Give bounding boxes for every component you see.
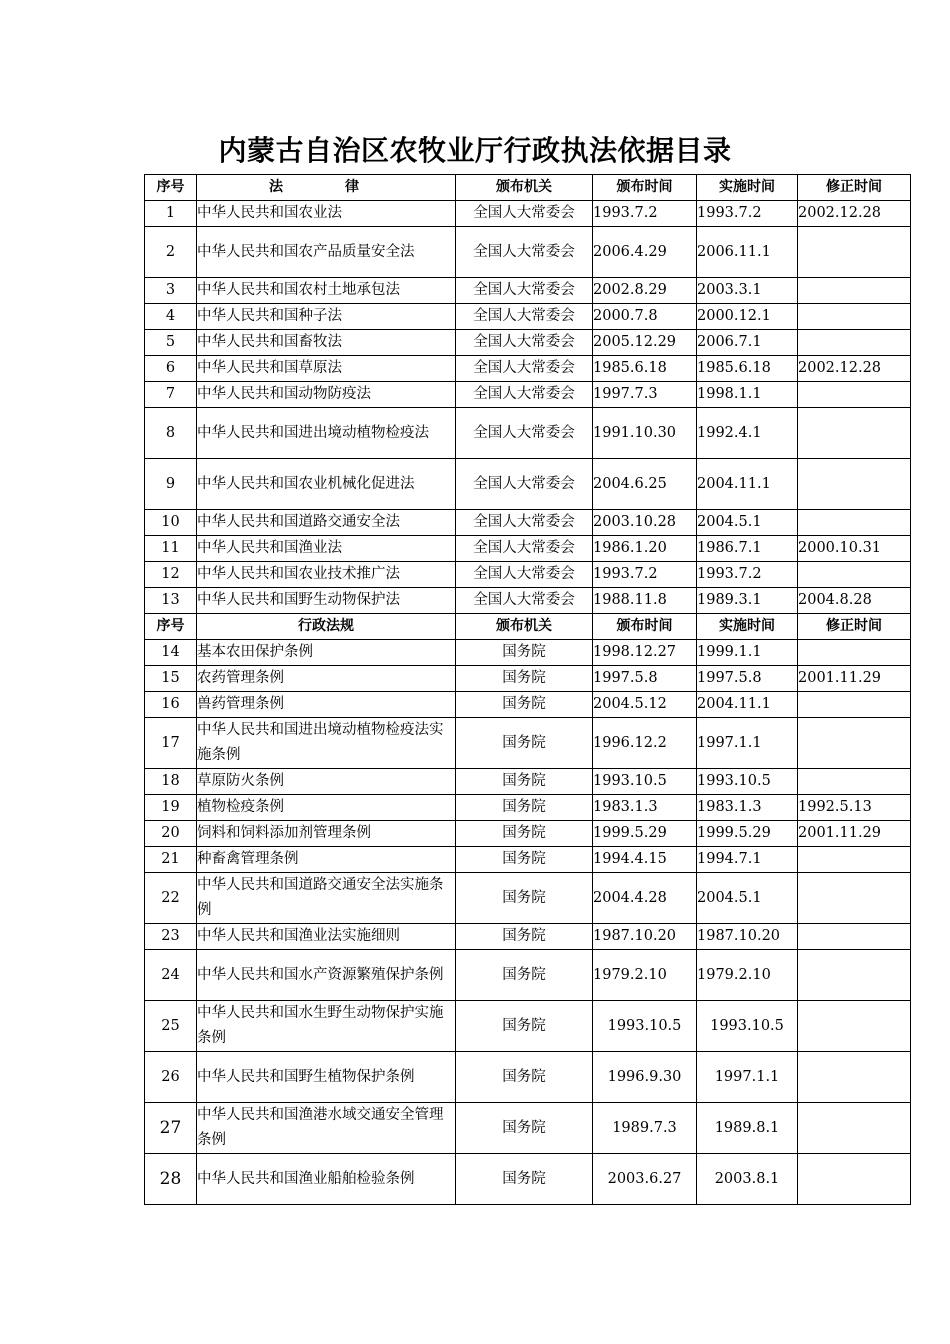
- cell-revised: [798, 924, 911, 950]
- cell-no: 5: [145, 330, 197, 356]
- table-row: [145, 1052, 911, 1103]
- cell-no: 17: [145, 718, 197, 769]
- cell-no: 16: [145, 692, 197, 718]
- cell-revised: [798, 382, 911, 408]
- cell-revised: [798, 640, 911, 666]
- cell-effective: 1993.10.5: [697, 1001, 798, 1052]
- cell-name: 种畜禽管理条例: [197, 847, 456, 873]
- cell-issued: 1989.7.3: [593, 1103, 697, 1154]
- cell-no: 20: [145, 821, 197, 847]
- cell-effective: 1993.10.5: [697, 769, 798, 795]
- header-cell-effective: 实施时间: [697, 614, 798, 640]
- table-row: [145, 588, 911, 614]
- cell-issued: 2004.4.28: [593, 873, 697, 924]
- table-row: [145, 201, 911, 227]
- cell-no: 15: [145, 666, 197, 692]
- cell-revised: 2002.12.28: [798, 201, 911, 227]
- page-title: 内蒙古自治区农牧业厅行政执法依据目录: [218, 134, 732, 167]
- cell-no: 4: [145, 304, 197, 330]
- header-cell-org: 颁布机关: [456, 175, 593, 201]
- cell-org: 国务院: [456, 1052, 593, 1103]
- cell-issued: 1997.7.3: [593, 382, 697, 408]
- cell-effective: 1999.1.1: [697, 640, 798, 666]
- cell-name: 中华人民共和国农业法: [197, 201, 456, 227]
- cell-revised: [798, 847, 911, 873]
- table-row: [145, 408, 911, 459]
- cell-no: 6: [145, 356, 197, 382]
- cell-revised: [798, 330, 911, 356]
- header-cell-issued: 颁布时间: [593, 175, 697, 201]
- cell-effective: 2000.12.1: [697, 304, 798, 330]
- cell-revised: [798, 769, 911, 795]
- cell-issued: 2006.4.29: [593, 227, 697, 278]
- table-row: [145, 536, 911, 562]
- cell-effective: 1989.8.1: [697, 1103, 798, 1154]
- cell-name: 中华人民共和国野生动物保护法: [197, 588, 456, 614]
- cell-name: 基本农田保护条例: [197, 640, 456, 666]
- cell-name: 中华人民共和国畜牧法: [197, 330, 456, 356]
- cell-revised: [798, 459, 911, 510]
- cell-effective: 2003.8.1: [697, 1154, 798, 1205]
- cell-name: 中华人民共和国渔港水域交通安全管理条例: [197, 1103, 456, 1154]
- header-cell-effective: 实施时间: [697, 175, 798, 201]
- cell-effective: 1985.6.18: [697, 356, 798, 382]
- table-row: [145, 510, 911, 536]
- cell-issued: 2004.5.12: [593, 692, 697, 718]
- header-cell-revised: 修正时间: [798, 614, 911, 640]
- cell-effective: 1989.3.1: [697, 588, 798, 614]
- cell-org: 国务院: [456, 692, 593, 718]
- cell-name: 中华人民共和国农业技术推广法: [197, 562, 456, 588]
- header-cell-no: 序号: [145, 175, 197, 201]
- cell-revised: [798, 1103, 911, 1154]
- cell-effective: 1998.1.1: [697, 382, 798, 408]
- header-cell-law: 法 律: [197, 175, 456, 201]
- cell-name: 兽药管理条例: [197, 692, 456, 718]
- cell-org: 国务院: [456, 718, 593, 769]
- table-row: [145, 795, 911, 821]
- table-row: [145, 821, 911, 847]
- cell-org: 全国人大常委会: [456, 304, 593, 330]
- cell-org: 全国人大常委会: [456, 588, 593, 614]
- cell-no: 26: [145, 1052, 197, 1103]
- cell-effective: 1994.7.1: [697, 847, 798, 873]
- header-row-regs: [145, 614, 911, 640]
- cell-org: 国务院: [456, 847, 593, 873]
- cell-no: 27: [145, 1103, 197, 1154]
- cell-effective: 1997.5.8: [697, 666, 798, 692]
- cell-name: 中华人民共和国渔业法: [197, 536, 456, 562]
- table-row: [145, 278, 911, 304]
- cell-issued: 2005.12.29: [593, 330, 697, 356]
- cell-issued: 1986.1.20: [593, 536, 697, 562]
- table-row: [145, 924, 911, 950]
- cell-org: 全国人大常委会: [456, 382, 593, 408]
- cell-no: 18: [145, 769, 197, 795]
- cell-issued: 2004.6.25: [593, 459, 697, 510]
- cell-revised: [798, 227, 911, 278]
- cell-name: 中华人民共和国渔业船舶检验条例: [197, 1154, 456, 1205]
- cell-issued: 1987.10.20: [593, 924, 697, 950]
- cell-effective: 1993.7.2: [697, 562, 798, 588]
- table-row: [145, 227, 911, 278]
- cell-no: 11: [145, 536, 197, 562]
- cell-no: 1: [145, 201, 197, 227]
- table-row: [145, 640, 911, 666]
- cell-org: 国务院: [456, 821, 593, 847]
- cell-no: 23: [145, 924, 197, 950]
- header-cell-org: 颁布机关: [456, 614, 593, 640]
- cell-issued: 1994.4.15: [593, 847, 697, 873]
- table-row: [145, 718, 911, 769]
- cell-issued: 1983.1.3: [593, 795, 697, 821]
- cell-org: 国务院: [456, 640, 593, 666]
- cell-name: 中华人民共和国进出境动植物检疫法实施条例: [197, 718, 456, 769]
- cell-revised: 2001.11.29: [798, 666, 911, 692]
- cell-issued: 1993.10.5: [593, 1001, 697, 1052]
- cell-effective: 1997.1.1: [697, 718, 798, 769]
- cell-org: 全国人大常委会: [456, 408, 593, 459]
- cell-no: 7: [145, 382, 197, 408]
- cell-revised: [798, 692, 911, 718]
- cell-issued: 1996.12.2: [593, 718, 697, 769]
- cell-org: 国务院: [456, 769, 593, 795]
- cell-revised: [798, 718, 911, 769]
- cell-issued: 1993.7.2: [593, 562, 697, 588]
- cell-issued: 1999.5.29: [593, 821, 697, 847]
- header-cell-revised: 修正时间: [798, 175, 911, 201]
- table-row: [145, 304, 911, 330]
- table-row: [145, 666, 911, 692]
- cell-name: 草原防火条例: [197, 769, 456, 795]
- cell-org: 全国人大常委会: [456, 201, 593, 227]
- cell-name: 农药管理条例: [197, 666, 456, 692]
- cell-name: 中华人民共和国水产资源繁殖保护条例: [197, 950, 456, 1001]
- cell-name: 植物检疫条例: [197, 795, 456, 821]
- table-row: [145, 769, 911, 795]
- cell-issued: 1993.7.2: [593, 201, 697, 227]
- header-row-laws: [145, 175, 911, 201]
- cell-no: 14: [145, 640, 197, 666]
- cell-org: 国务院: [456, 873, 593, 924]
- cell-name: 中华人民共和国农村土地承包法: [197, 278, 456, 304]
- cell-org: 全国人大常委会: [456, 227, 593, 278]
- law-catalog-table: [144, 174, 911, 1205]
- table-row: [145, 459, 911, 510]
- cell-name: 中华人民共和国动物防疫法: [197, 382, 456, 408]
- cell-org: 全国人大常委会: [456, 510, 593, 536]
- cell-revised: [798, 278, 911, 304]
- cell-effective: 1992.4.1: [697, 408, 798, 459]
- cell-effective: 2004.5.1: [697, 873, 798, 924]
- cell-revised: [798, 873, 911, 924]
- cell-no: 2: [145, 227, 197, 278]
- cell-name: 中华人民共和国种子法: [197, 304, 456, 330]
- table-row: [145, 847, 911, 873]
- cell-issued: 1979.2.10: [593, 950, 697, 1001]
- cell-revised: 2004.8.28: [798, 588, 911, 614]
- table-row: [145, 950, 911, 1001]
- cell-name: 中华人民共和国道路交通安全法实施条例: [197, 873, 456, 924]
- cell-revised: 1992.5.13: [798, 795, 911, 821]
- table-body: [145, 175, 911, 1205]
- cell-name: 中华人民共和国农产品质量安全法: [197, 227, 456, 278]
- cell-name: 中华人民共和国道路交通安全法: [197, 510, 456, 536]
- cell-effective: 2006.7.1: [697, 330, 798, 356]
- cell-issued: 2003.6.27: [593, 1154, 697, 1205]
- cell-revised: [798, 304, 911, 330]
- cell-org: 国务院: [456, 950, 593, 1001]
- table-row: [145, 1154, 911, 1205]
- cell-effective: 2004.11.1: [697, 692, 798, 718]
- cell-org: 全国人大常委会: [456, 356, 593, 382]
- cell-org: 全国人大常委会: [456, 330, 593, 356]
- cell-org: 国务院: [456, 1001, 593, 1052]
- cell-no: 21: [145, 847, 197, 873]
- cell-revised: 2000.10.31: [798, 536, 911, 562]
- cell-effective: 1987.10.20: [697, 924, 798, 950]
- table-row: [145, 692, 911, 718]
- cell-org: 国务院: [456, 1154, 593, 1205]
- table-row: [145, 562, 911, 588]
- cell-revised: 2001.11.29: [798, 821, 911, 847]
- cell-org: 全国人大常委会: [456, 278, 593, 304]
- cell-revised: [798, 510, 911, 536]
- table-row: [145, 1001, 911, 1052]
- cell-issued: 1985.6.18: [593, 356, 697, 382]
- cell-revised: [798, 562, 911, 588]
- cell-org: 国务院: [456, 666, 593, 692]
- table-row: [145, 356, 911, 382]
- table-row: [145, 1103, 911, 1154]
- cell-org: 全国人大常委会: [456, 536, 593, 562]
- cell-no: 22: [145, 873, 197, 924]
- cell-no: 13: [145, 588, 197, 614]
- cell-name: 中华人民共和国水生野生动物保护实施条例: [197, 1001, 456, 1052]
- cell-revised: [798, 1052, 911, 1103]
- cell-name: 中华人民共和国草原法: [197, 356, 456, 382]
- cell-effective: 1983.1.3: [697, 795, 798, 821]
- cell-revised: [798, 1001, 911, 1052]
- cell-effective: 2004.11.1: [697, 459, 798, 510]
- cell-issued: 1991.10.30: [593, 408, 697, 459]
- cell-issued: 2003.10.28: [593, 510, 697, 536]
- cell-no: 10: [145, 510, 197, 536]
- cell-org: 国务院: [456, 1103, 593, 1154]
- table-row: [145, 330, 911, 356]
- header-cell-issued: 颁布时间: [593, 614, 697, 640]
- cell-no: 9: [145, 459, 197, 510]
- cell-issued: 1993.10.5: [593, 769, 697, 795]
- table-row: [145, 873, 911, 924]
- cell-issued: 1998.12.27: [593, 640, 697, 666]
- cell-effective: 2003.3.1: [697, 278, 798, 304]
- cell-effective: 1986.7.1: [697, 536, 798, 562]
- cell-org: 全国人大常委会: [456, 459, 593, 510]
- cell-effective: 1979.2.10: [697, 950, 798, 1001]
- cell-issued: 1997.5.8: [593, 666, 697, 692]
- cell-name: 中华人民共和国野生植物保护条例: [197, 1052, 456, 1103]
- cell-name: 中华人民共和国渔业法实施细则: [197, 924, 456, 950]
- cell-no: 25: [145, 1001, 197, 1052]
- cell-effective: 1993.7.2: [697, 201, 798, 227]
- cell-revised: [798, 408, 911, 459]
- cell-no: 8: [145, 408, 197, 459]
- cell-revised: 2002.12.28: [798, 356, 911, 382]
- cell-org: 国务院: [456, 795, 593, 821]
- header-cell-regulation: 行政法规: [197, 614, 456, 640]
- cell-no: 12: [145, 562, 197, 588]
- table-row: [145, 382, 911, 408]
- cell-org: 国务院: [456, 924, 593, 950]
- cell-effective: 2004.5.1: [697, 510, 798, 536]
- cell-no: 24: [145, 950, 197, 1001]
- cell-no: 3: [145, 278, 197, 304]
- header-cell-no: 序号: [145, 614, 197, 640]
- cell-no: 19: [145, 795, 197, 821]
- cell-issued: 2000.7.8: [593, 304, 697, 330]
- cell-effective: 1997.1.1: [697, 1052, 798, 1103]
- cell-org: 全国人大常委会: [456, 562, 593, 588]
- cell-issued: 1988.11.8: [593, 588, 697, 614]
- cell-issued: 2002.8.29: [593, 278, 697, 304]
- cell-name: 中华人民共和国进出境动植物检疫法: [197, 408, 456, 459]
- cell-no: 28: [145, 1154, 197, 1205]
- cell-effective: 1999.5.29: [697, 821, 798, 847]
- cell-name: 中华人民共和国农业机械化促进法: [197, 459, 456, 510]
- cell-name: 饲料和饲料添加剂管理条例: [197, 821, 456, 847]
- cell-effective: 2006.11.1: [697, 227, 798, 278]
- cell-issued: 1996.9.30: [593, 1052, 697, 1103]
- cell-revised: [798, 950, 911, 1001]
- cell-revised: [798, 1154, 911, 1205]
